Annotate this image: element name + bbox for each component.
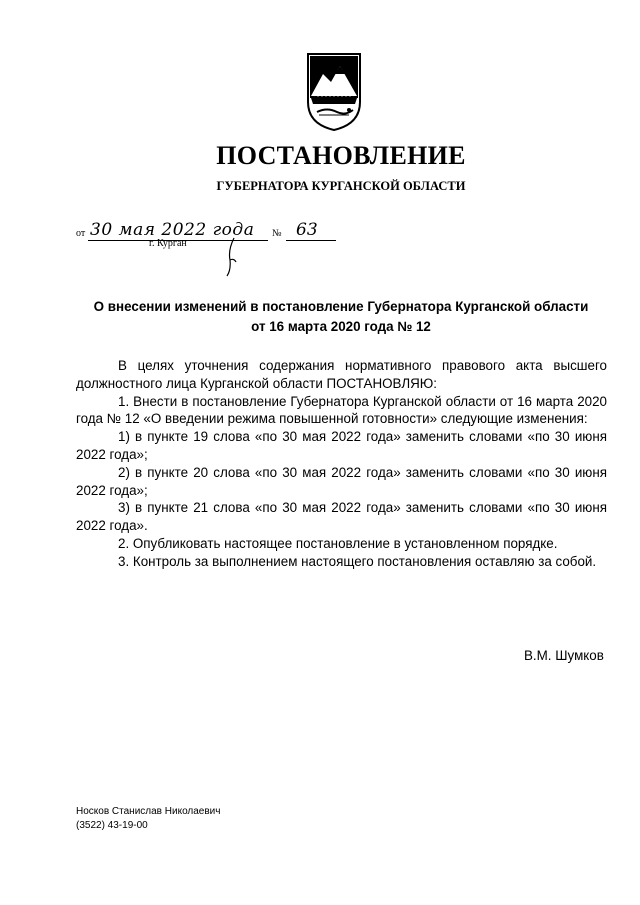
signature-mark-icon xyxy=(224,236,238,278)
document-title: ПОСТАНОВЛЕНИЕ xyxy=(216,141,466,170)
contact-phone: (3522) 43-19-00 xyxy=(76,820,148,831)
handwritten-date: 30 мая 2022 года xyxy=(90,220,255,240)
heading-line-1: О внесении изменений в постановление Губернатора Курганской области xyxy=(93,299,589,314)
body-paragraph: 3) в пункте 21 слова «по 30 мая 2022 года» заменить словами «по 30 июня 2022 года». xyxy=(76,500,607,534)
heading-line-2: от 16 марта 2020 года № 12 xyxy=(251,319,431,334)
date-number-block xyxy=(76,218,346,278)
body-paragraph: 1. Внести в постановление Губернатора Курганской области от 16 марта 2020 года № 12 «О введении режима повышенной готовности» следующие изменения: xyxy=(76,393,607,427)
date-label: от xyxy=(76,228,86,239)
body-paragraph: 2) в пункте 20 слова «по 30 мая 2022 года» заменить словами «по 30 июня 2022 года»; xyxy=(76,464,607,498)
number-underline xyxy=(286,240,336,241)
body-paragraph: 1) в пункте 19 слова «по 30 мая 2022 года» заменить словами «по 30 июня 2022 года»; xyxy=(76,429,607,462)
document-heading xyxy=(0,297,640,337)
body-paragraph: 3. Контроль за выполнением настоящего постановления оставляю за собой. xyxy=(118,553,597,569)
coat-of-arms-icon xyxy=(305,52,363,132)
city-label: г. Курган xyxy=(149,238,187,249)
number-label: № xyxy=(272,228,282,239)
body-paragraph: В целях уточнения содержания нормативного правового акта высшего должностного лица Курганской области ПОСТАНОВЛЯЮ: xyxy=(76,358,607,391)
document-subtitle: ГУБЕРНАТОРА КУРГАНСКОЙ ОБЛАСТИ xyxy=(216,179,466,193)
document-body xyxy=(76,357,607,571)
contact-name: Носков Станислав Николаевич xyxy=(76,806,221,817)
handwritten-number: 63 xyxy=(296,220,318,240)
contact-block xyxy=(76,805,220,833)
signer-name: В.М. Шумков xyxy=(524,648,604,663)
body-paragraph: 2. Опубликовать настоящее постановление в установленном порядке. xyxy=(118,535,558,551)
